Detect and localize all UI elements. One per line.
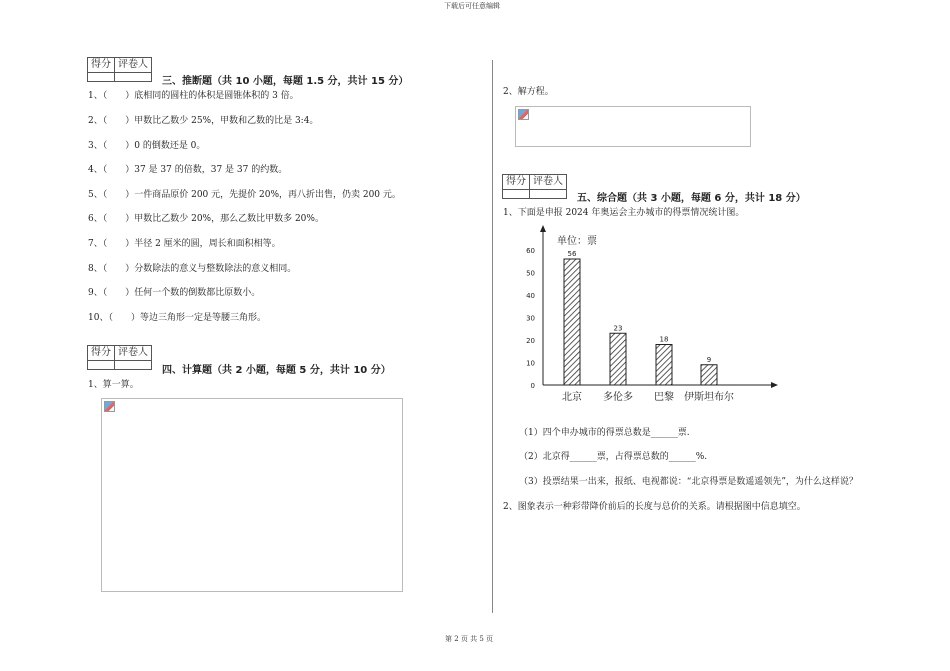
bar-value-label: 23 (613, 324, 623, 333)
y-tick-label: 0 (530, 382, 535, 390)
page-header-note: 下载后可任意编辑 (444, 2, 500, 10)
score-box-section4 (87, 345, 152, 370)
judge-item-2: 2、（ ）甲数比乙数少 25%，甲数和乙数的比是 3:4。 (88, 116, 319, 126)
score-label: 得分 (88, 346, 115, 361)
grader-label: 评卷人 (115, 58, 152, 73)
bar-1 (610, 333, 626, 385)
bar-value-label: 18 (659, 335, 669, 344)
broken-image-icon (104, 401, 115, 412)
broken-image-icon (518, 109, 529, 120)
category-label: 巴黎 (654, 392, 674, 403)
section4-title: 四、计算题（共 2 小题，每题 5 分，共计 10 分） (162, 365, 391, 376)
sub-question-1: （1）四个申办城市的得票总数是______票. (519, 428, 690, 438)
y-tick-label: 40 (526, 292, 535, 300)
x-axis-arrow (771, 382, 778, 388)
judge-item-1: 1、（ ）底相同的圆柱的体积是圆锥体积的 3 倍。 (88, 91, 299, 101)
category-label: 多伦多 (603, 392, 633, 403)
calc-image-placeholder (101, 398, 403, 592)
judge-item-3: 3、（ ）0 的倒数还是 0。 (88, 141, 206, 151)
bar-value-label: 9 (706, 355, 712, 364)
category-label: 北京 (562, 392, 582, 403)
y-tick-label: 10 (526, 359, 535, 368)
judge-item-7: 7、（ ）半径 2 厘米的圆，周长和面积相等。 (88, 239, 281, 249)
grader-label: 评卷人 (115, 346, 152, 361)
y-axis-arrow (540, 225, 546, 232)
y-axis-unit-label: 单位：票 (557, 236, 597, 247)
score-box-section5 (502, 174, 567, 199)
y-tick-label: 50 (526, 269, 535, 278)
sub-question-3: （3）投票结果一出来，报纸、电视都说：“北京得票是数遥遥领先”，为什么这样说？ (519, 477, 858, 487)
judge-item-8: 8、（ ）分数除法的意义与整数除法的意义相同。 (88, 264, 297, 274)
category-label: 伊斯坦布尔 (684, 392, 734, 403)
comprehensive-q2: 2、图象表示一种彩带降价前后的长度与总价的关系。请根据图中信息填空。 (503, 502, 806, 512)
score-box-section3 (87, 57, 152, 82)
judge-item-6: 6、（ ）甲数比乙数少 20%，那么乙数比甲数多 20%。 (88, 214, 324, 224)
comprehensive-q1: 1、下面是申报 2024 年奥运会主办城市的得票情况统计图。 (503, 208, 745, 218)
solve-equation-q2: 2、解方程。 (503, 87, 554, 97)
bar-value-label: 56 (567, 250, 577, 258)
grader-label: 评卷人 (530, 175, 567, 190)
y-tick-label: 30 (526, 314, 535, 323)
score-label: 得分 (88, 58, 115, 73)
y-tick-label: 60 (526, 247, 535, 255)
bar-3 (701, 365, 717, 385)
score-label: 得分 (503, 175, 530, 190)
bar-0 (564, 259, 580, 385)
judge-item-4: 4、（ ）37 是 37 的倍数，37 是 37 的约数。 (88, 165, 288, 175)
calc-q1: 1、算一算。 (88, 380, 139, 390)
page-number: 第 2 页 共 5 页 (445, 635, 494, 643)
bar-2 (656, 345, 672, 386)
column-divider (492, 60, 493, 613)
equation-image-placeholder (515, 106, 751, 147)
judge-item-9: 9、（ ）任何一个数的倒数都比原数小。 (88, 288, 261, 298)
vote-bar-chart (505, 222, 790, 407)
judge-item-5: 5、（ ）一件商品原价 200 元，先提价 20%，再八折出售，仍卖 200 元。 (88, 190, 401, 200)
sub-question-2: （2）北京得______票，占得票总数的______%. (519, 452, 708, 462)
y-tick-label: 20 (526, 337, 535, 345)
judge-item-10: 10、（ ）等边三角形一定是等腰三角形。 (88, 313, 266, 323)
section3-title: 三、推断题（共 10 小题，每题 1.5 分，共计 15 分） (162, 76, 409, 87)
section5-title: 五、综合题（共 3 小题，每题 6 分，共计 18 分） (577, 193, 806, 204)
